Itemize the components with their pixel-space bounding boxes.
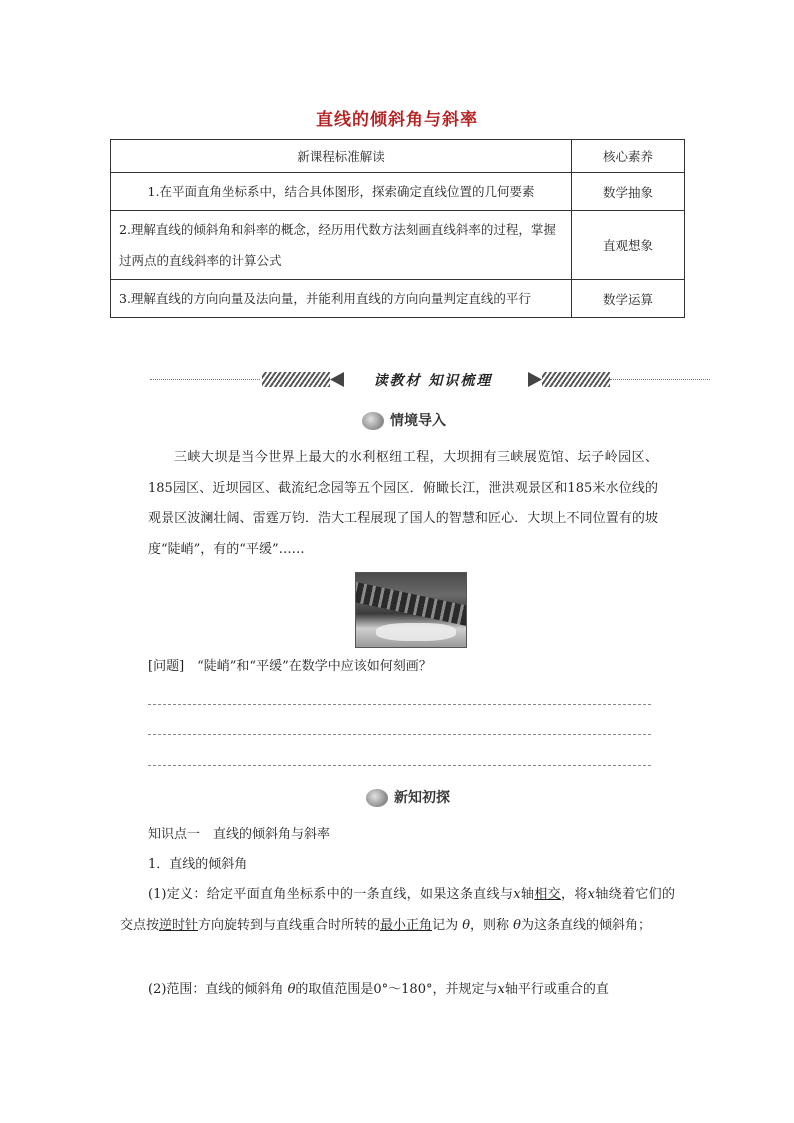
standard-cell: 3.理解直线的方向向量及法向量，并能利用直线的方向向量判定直线的平行 [111, 280, 572, 318]
answer-line[interactable] [148, 704, 651, 705]
pen-icon [366, 789, 388, 807]
question-text: [问题] “陡峭”和“平缓”在数学中应该如何刻画？ [148, 659, 432, 674]
def-underlined-term: 逆时针 [159, 917, 199, 933]
range-paragraph [120, 975, 675, 1006]
def-underlined-term: 相交 [534, 887, 561, 902]
three-gorges-dam-photo [355, 572, 467, 648]
right-arrow-icon [528, 372, 542, 387]
table-header-literacy: 核心素养 [572, 140, 685, 173]
literacy-cell: 数学抽象 [572, 173, 685, 211]
table-row [111, 211, 685, 280]
banner-stripe-left [262, 372, 330, 387]
x-variable: x [587, 887, 595, 902]
range-text: 的取值范围是0°～180°，并规定与 [295, 982, 498, 997]
pen-icon [362, 412, 384, 430]
range-text: (2)范围：直线的倾斜角 [148, 982, 288, 997]
literacy-cell: 数学运算 [572, 280, 685, 318]
answer-line[interactable] [148, 765, 651, 766]
def-text: 为这条直线的倾斜角； [521, 917, 652, 933]
standard-cell: 1.在平面直角坐标系中，结合具体图形，探索确定直线位置的几何要素 [111, 173, 572, 211]
section-heading-label: 情境导入 [390, 413, 446, 429]
x-variable: x [513, 887, 521, 902]
section-heading-new-knowledge [366, 787, 450, 813]
section-banner [150, 368, 710, 392]
def-underlined-term: 最小正角 [380, 917, 433, 933]
table-row [111, 173, 685, 211]
intro-paragraph: 三峡大坝是当今世界上最大的水利枢纽工程，大坝拥有三峡展览馆、坛子岭园区、185园区、近坝园区、截流纪念园等五个园区．俯瞰长江，泄洪观景区和185米水位线的观景区波澜壮阔、雷霆万钧．浩大工程展现了国人的智慧和匠心．大坝上不同位置有的坡度“陡峭”，有的“平缓”…… [148, 450, 658, 557]
section-heading-label: 新知初探 [394, 790, 450, 806]
def-text: ，则称 [470, 917, 514, 933]
def-text: 轴 [520, 887, 535, 902]
range-text: 轴平行或重合的直 [504, 982, 609, 997]
def-text: 方向旋转到与直线重合时所转的 [198, 917, 381, 933]
definition-paragraph [120, 880, 675, 941]
page-title: 直线的倾斜角与斜率 [316, 110, 478, 130]
theta-symbol: θ [462, 917, 471, 933]
left-arrow-icon [330, 372, 344, 387]
theta-symbol: θ [513, 917, 521, 933]
knowledge-subtitle: 1．直线的倾斜角 [148, 857, 248, 872]
standard-cell: 2.理解直线的倾斜角和斜率的概念，经历用代数方法刻画直线斜率的过程，掌握过两点的直线斜率的计算公式 [111, 211, 572, 280]
x-variable: x [497, 982, 505, 997]
banner-divider-left [150, 379, 260, 380]
banner-divider-right [610, 379, 710, 380]
table-header-row [111, 140, 685, 173]
table-row [111, 280, 685, 318]
knowledge-point-title: 知识点一 直线的倾斜角与斜率 [148, 827, 331, 842]
answer-line[interactable] [148, 734, 651, 735]
table-header-standard: 新课程标准解读 [111, 140, 572, 173]
banner-label: 读教材 知识梳理 [373, 373, 493, 389]
curriculum-table [110, 139, 685, 318]
banner-stripe-right [542, 372, 610, 387]
def-text: 轴绕着它们的交点按 [120, 887, 675, 933]
def-text: 记为 [432, 917, 463, 933]
section-heading-situation [362, 410, 446, 436]
def-text: (1)定义：给定平面直角坐标系中的一条直线，如果这条直线与 [148, 887, 514, 902]
theta-symbol: θ [287, 982, 296, 997]
literacy-cell: 直观想象 [572, 211, 685, 280]
def-text: ，将 [560, 887, 588, 902]
